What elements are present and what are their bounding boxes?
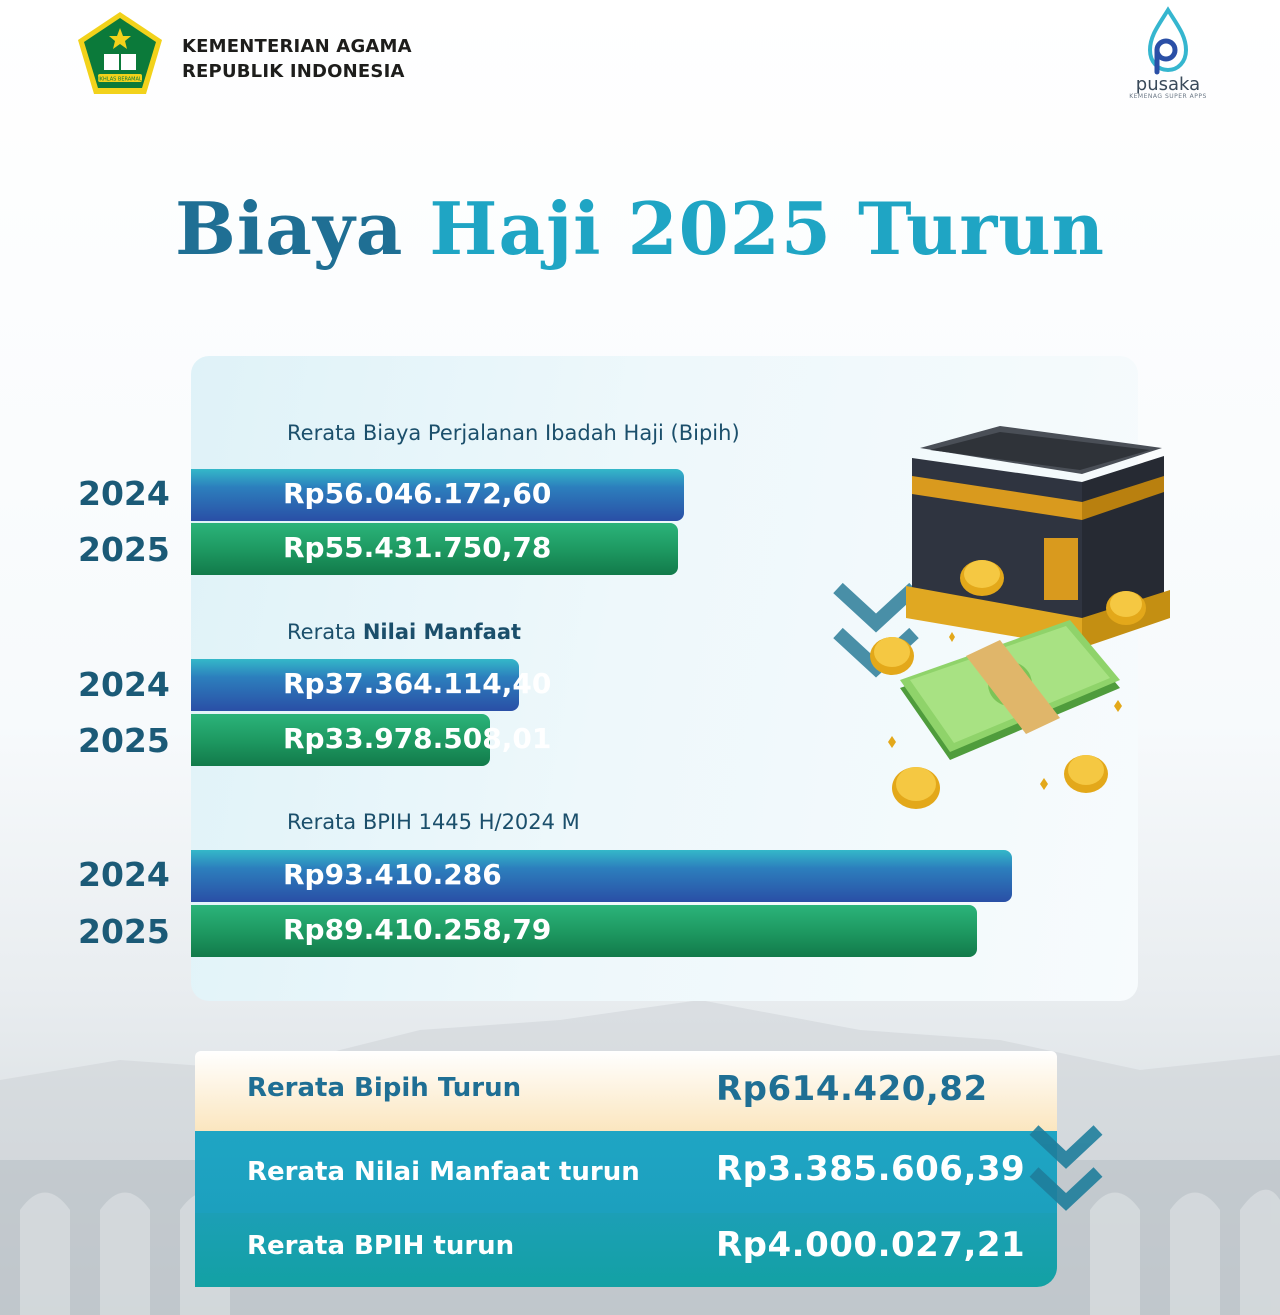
summary-value: Rp614.420,82 bbox=[716, 1069, 988, 1109]
money-stack-icon bbox=[900, 620, 1120, 760]
bar-value-label: Rp93.410.286 bbox=[283, 858, 502, 891]
summary-label: Rerata Nilai Manfaat turun bbox=[247, 1157, 640, 1187]
svg-text:IKHLAS BERAMAL: IKHLAS BERAMAL bbox=[98, 76, 142, 83]
double-chevron-down-icon bbox=[1028, 1124, 1104, 1224]
year-label-2024: 2024 bbox=[78, 855, 170, 894]
pusaka-wordmark: pusaka bbox=[1135, 74, 1201, 95]
summary-value: Rp3.385.606,39 bbox=[716, 1149, 1026, 1189]
ministry-name-line2: REPUBLIK INDONESIA bbox=[182, 61, 405, 82]
bar-value-label: Rp37.364.114,40 bbox=[283, 667, 552, 700]
title-part1: Biaya bbox=[175, 186, 430, 271]
title-part2: Haji 2025 Turun bbox=[429, 186, 1105, 271]
summary-value: Rp4.000.027,21 bbox=[716, 1225, 1026, 1265]
year-label-2025: 2025 bbox=[78, 530, 170, 569]
year-label-2025: 2025 bbox=[78, 721, 170, 760]
bar-bipih-2025 bbox=[191, 523, 678, 575]
pusaka-tagline: KEMENAG SUPER APPS bbox=[1129, 93, 1207, 100]
summary-row-bpih bbox=[195, 1213, 1057, 1287]
page-title bbox=[0, 186, 1280, 271]
bar-value-label: Rp56.046.172,60 bbox=[283, 477, 552, 510]
bar-value-label: Rp33.978.508,01 bbox=[283, 722, 552, 755]
summary-label: Rerata BPIH turun bbox=[247, 1231, 515, 1261]
year-label-2025: 2025 bbox=[78, 912, 170, 951]
ministry-name bbox=[182, 34, 412, 84]
group-title-nilai-manfaat: Rerata Nilai Manfaat bbox=[287, 620, 522, 644]
bar-bpih-2025 bbox=[191, 905, 977, 957]
group-title-bipih: Rerata Biaya Perjalanan Ibadah Haji (Bipih) bbox=[287, 421, 740, 445]
summary-table bbox=[195, 1051, 1057, 1287]
bar-bipih-2024 bbox=[191, 469, 684, 521]
summary-label: Rerata Bipih Turun bbox=[247, 1073, 522, 1103]
ministry-name-line1: KEMENTERIAN AGAMA bbox=[182, 36, 412, 57]
bar-bpih-2024 bbox=[191, 850, 1012, 902]
bar-value-label: Rp89.410.258,79 bbox=[283, 913, 552, 946]
bar-nilai-manfaat-2024 bbox=[191, 659, 552, 711]
kaaba-money-coins-illustration bbox=[830, 418, 1190, 818]
group-title-bpih: Rerata BPIH 1445 H/2024 M bbox=[287, 810, 580, 834]
summary-row-nilai-manfaat bbox=[195, 1131, 1057, 1213]
summary-row-bipih bbox=[195, 1051, 1057, 1131]
bar-value-label: Rp55.431.750,78 bbox=[283, 531, 552, 564]
ministry-emblem-icon bbox=[74, 10, 166, 96]
year-label-2024: 2024 bbox=[78, 665, 170, 704]
bar-nilai-manfaat-2025 bbox=[191, 714, 552, 766]
year-label-2024: 2024 bbox=[78, 474, 170, 513]
